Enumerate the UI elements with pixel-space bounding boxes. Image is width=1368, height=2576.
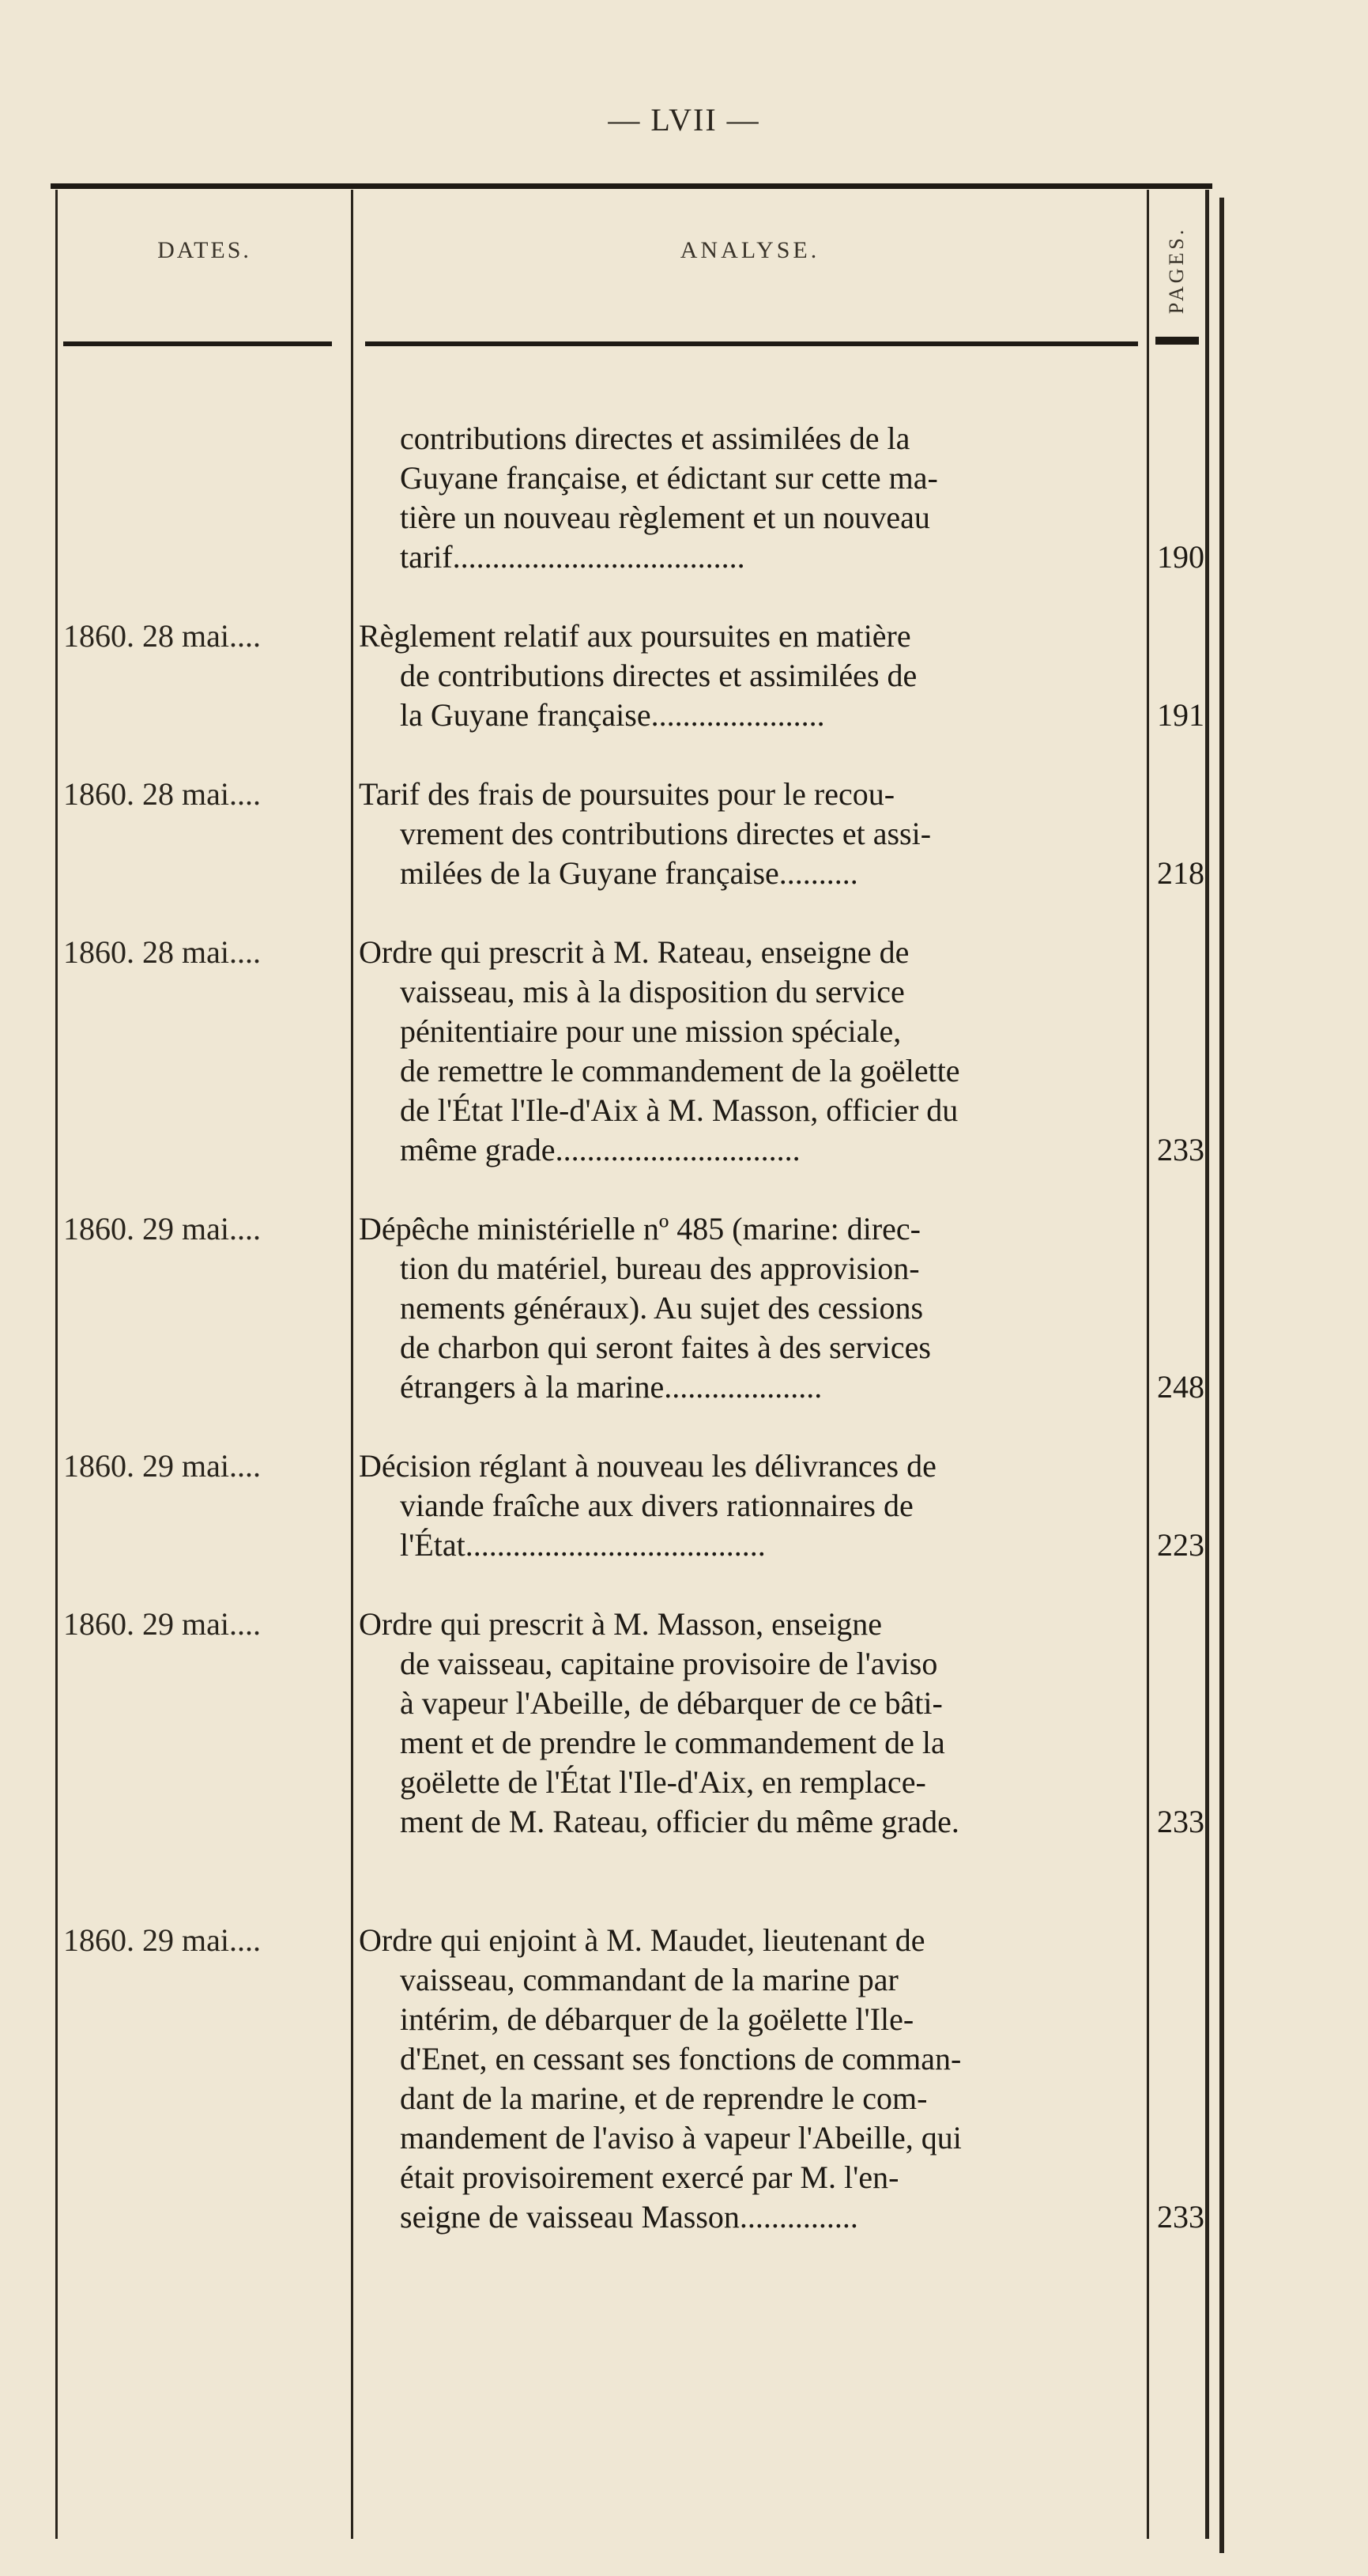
pages-header: PAGES. <box>1165 226 1189 315</box>
entry-page-number: 233 <box>1157 1132 1204 1167</box>
dates-header: DATES. <box>157 237 251 263</box>
entry-date: 1860. 29 mai.... <box>63 1448 261 1484</box>
analysis-line: Ordre qui prescrit à M. Masson, enseigne <box>359 1606 883 1642</box>
analysis-line: seigne de vaisseau Masson............... <box>400 2199 858 2235</box>
analysis-line: de contributions directes et assimilées de <box>400 658 918 693</box>
table-top-border <box>51 183 1212 189</box>
analysis-line: intérim, de débarquer de la goëlette l'Ile- <box>400 2001 914 2037</box>
analysis-line: étrangers à la marine.................... <box>400 1369 823 1405</box>
entry-date: 1860. 28 mai.... <box>63 776 261 812</box>
entry-date: 1860. 29 mai.... <box>63 1922 261 1958</box>
entry-page-number: 233 <box>1157 2199 1204 2235</box>
entry-analysis <box>359 1605 1116 1842</box>
analysis-line: Ordre qui prescrit à M. Rateau, enseigne de <box>359 934 910 970</box>
analysis-line: ment et de prendre le commandement de la <box>400 1725 945 1760</box>
dates-header-rule <box>63 341 332 346</box>
entry-page-number: 190 <box>1157 539 1204 575</box>
entry-analysis <box>359 775 1116 893</box>
analysis-line: contributions directes et assimilées de la <box>400 421 910 456</box>
pages-header-cell <box>1149 215 1205 326</box>
analysis-line: de l'État l'Ile-d'Aix à M. Masson, officier du <box>400 1092 959 1128</box>
analysis-line: viande fraîche aux divers rationnaires de <box>400 1488 914 1523</box>
analysis-line: Dépêche ministérielle nº 485 (marine: direc- <box>359 1211 921 1247</box>
entry-page-number: 191 <box>1157 697 1204 733</box>
analysis-line: vaisseau, mis à la disposition du service <box>400 974 905 1009</box>
page-number: — LVII — <box>608 102 760 138</box>
analysis-line: tion du matériel, bureau des approvision- <box>400 1250 920 1286</box>
analysis-line: la Guyane française...................... <box>400 697 825 733</box>
entry-analysis <box>359 617 1116 735</box>
entry-page-number: 218 <box>1157 855 1204 891</box>
analysis-line: l'État...................................... <box>400 1527 766 1563</box>
entry-analysis <box>359 1446 1116 1565</box>
pages-header-rule <box>1155 337 1199 345</box>
analysis-line: nements généraux). Au sujet des cessions <box>400 1290 924 1326</box>
analysis-line: vrement des contributions directes et assi- <box>400 816 932 851</box>
entry-analysis <box>359 419 1116 577</box>
analysis-line: de charbon qui seront faites à des services <box>400 1329 931 1365</box>
analysis-line: Guyane française, et édictant sur cette ma- <box>400 460 938 496</box>
analysis-line: de remettre le commandement de la goëlette <box>400 1053 960 1088</box>
analysis-line: tarif..................................... <box>400 539 745 575</box>
analysis-line: même grade............................... <box>400 1132 801 1167</box>
entry-page-number: 233 <box>1157 1804 1204 1839</box>
analysis-line: Tarif des frais de poursuites pour le recou- <box>359 776 895 812</box>
analysis-line: à vapeur l'Abeille, de débarquer de ce bâti- <box>400 1685 943 1721</box>
analysis-line: Ordre qui enjoint à M. Maudet, lieutenant de <box>359 1922 925 1958</box>
analyse-header: ANALYSE. <box>680 237 820 263</box>
analysis-line: de vaisseau, capitaine provisoire de l'aviso <box>400 1646 938 1681</box>
analysis-line: vaisseau, commandant de la marine par <box>400 1962 899 1997</box>
entry-analysis <box>359 933 1116 1170</box>
analysis-line: pénitentiaire pour une mission spéciale, <box>400 1013 902 1049</box>
entry-analysis <box>359 1921 1116 2237</box>
dates-column-divider <box>351 190 353 2539</box>
table-left-border <box>55 190 58 2539</box>
entry-page-number: 248 <box>1157 1369 1204 1405</box>
entry-date: 1860. 28 mai.... <box>63 934 261 970</box>
table-right-outer-border <box>1219 198 1224 2553</box>
analysis-line: tière un nouveau règlement et un nouveau <box>400 500 930 535</box>
analysis-line: dant de la marine, et de reprendre le com- <box>400 2080 928 2116</box>
entry-page-number: 223 <box>1157 1527 1204 1563</box>
analyse-header-rule <box>365 341 1138 346</box>
analysis-line: Règlement relatif aux poursuites en matière <box>359 618 911 654</box>
entry-date: 1860. 28 mai.... <box>63 618 261 654</box>
entry-analysis <box>359 1209 1116 1407</box>
table-right-border <box>1205 190 1209 2539</box>
analysis-line: était provisoirement exercé par M. l'en- <box>400 2159 899 2195</box>
analysis-line: goëlette de l'État l'Ile-d'Aix, en remplace- <box>400 1764 926 1800</box>
analysis-line: mandement de l'aviso à vapeur l'Abeille, qui <box>400 2120 962 2155</box>
entry-date: 1860. 29 mai.... <box>63 1211 261 1247</box>
entry-date: 1860. 29 mai.... <box>63 1606 261 1642</box>
analysis-line: Décision réglant à nouveau les délivrances de <box>359 1448 936 1484</box>
analysis-line: d'Enet, en cessant ses fonctions de comman- <box>400 2041 962 2076</box>
analysis-line: ment de M. Rateau, officier du même grade. <box>400 1804 959 1839</box>
analysis-line: milées de la Guyane française.......... <box>400 855 858 891</box>
